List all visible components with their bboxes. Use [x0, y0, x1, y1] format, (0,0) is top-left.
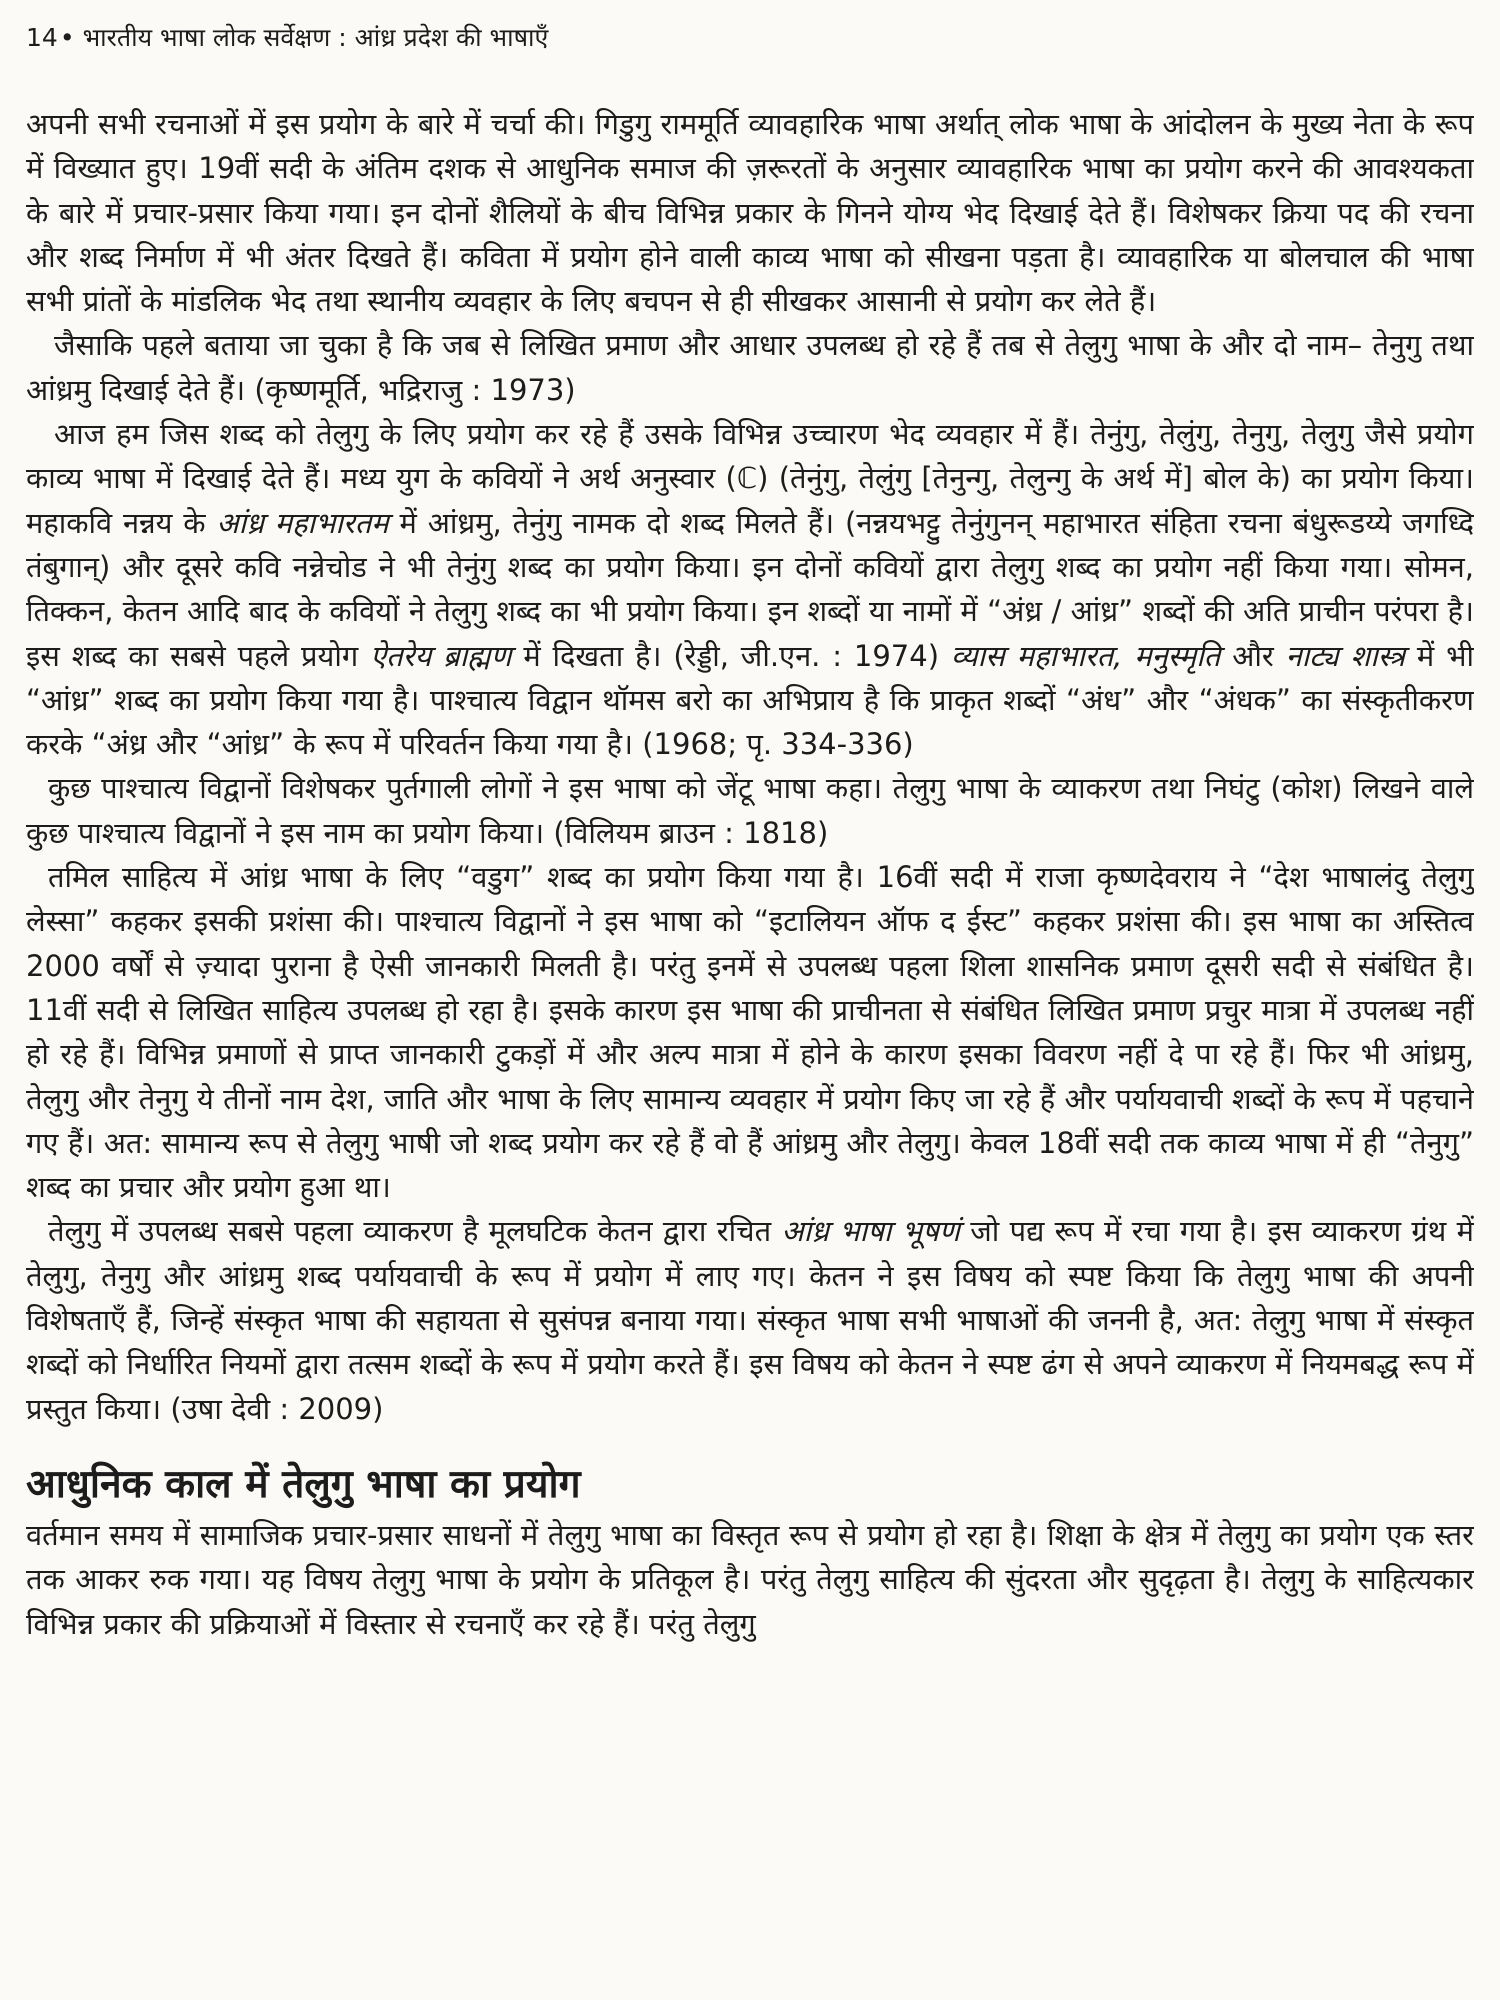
- section-heading: आधुनिक काल में तेलुगु भाषा का प्रयोग: [26, 1461, 581, 1507]
- paragraph: [26, 323, 1474, 412]
- paragraph-text: में दिखता है। (रेड्डी, जी.एन. : 1974): [511, 638, 951, 673]
- header-bullet: •: [59, 23, 75, 52]
- page-number: 14: [26, 23, 58, 52]
- paragraph-text: आज हम जिस शब्द को तेलुगु के लिए प्रयोग कर रहे हैं उसके विभिन्न उच्चारण भेद व्यवहार में हैं। तेनुंगु, तेलुंगु, तेनुगु, तेलुगु जैसे प्रयोग काव्य भाषा में दिखाई देते हैं। मध्य युग के कवियों ने अर्थ अनुस्वार (ℂ) (तेनुंगु, तेलुंगु [तेनुन्गु, तेलुन्गु के अर्थ में] बोल के) का प्रयोग किया। महाकवि नन्नय के: [26, 417, 1474, 540]
- italic-title: ऐतरेय ब्राह्मण: [370, 638, 512, 673]
- paragraph-text: तमिल साहित्य में आंध्र भाषा के लिए “वडुग” शब्द का प्रयोग किया गया है। 16वीं सदी में राजा कृष्णदेवराय ने “देश भाषालंदु तेलुगु लेस्सा” कहकर इसकी प्रशंसा की। पाश्चात्य विद्वानों ने इस भाषा को “इटालियन ऑफ द ईस्ट” कहकर प्रशंसा की। इस भाषा का अस्तित्व 2000 वर्षों से ज़्यादा पुराना है ऐसी जानकारी मिलती है। परंतु इनमें से उपलब्ध पहला शिला शासनिक प्रमाण दूसरी सदी से संबंधित है। 11वीं सदी से लिखित साहित्य उपलब्ध हो रहा है। इसके कारण इस भाषा की प्राचीनता से संबंधित लिखित प्रमाण प्रचुर मात्रा में उपलब्ध नहीं हो रहे हैं। विभिन्न प्रमाणों से प्राप्त जानकारी टुकड़ों में और अल्प मात्रा में होने के कारण इसका विवरण नहीं दे पा रहे हैं। फिर भी आंध्रमु, तेलुगु और तेनुगु ये तीनों नाम देश, जाति और भाषा के लिए सामान्य व्यवहार में प्रयोग किए जा रहे हैं और पर्यायवाची शब्दों के रूप में पहचाने गए हैं। अत: सामान्य रूप से तेलुगु भाषी जो शब्द प्रयोग कर रहे हैं वो हैं आंध्रमु और तेलुगु। केवल 18वीं सदी तक काव्य भाषा में ही “तेनुगु” शब्द का प्रचार और प्रयोग हुआ था।: [26, 860, 1474, 1205]
- running-title: भारतीय भाषा लोक सर्वेक्षण : आंध्र प्रदेश की भाषाएँ: [82, 23, 549, 52]
- paragraph-text: में भी “आंध्र” शब्द का प्रयोग किया गया है। पाश्चात्य विद्वान थॉमस बरो का अभिप्राय है कि प्राकृत शब्दों “अंध” और “अंधक” का संस्कृतीकरण करके “अंध्र और “आंध्र” के रूप में परिवर्तन किया गया है। (1968; पृ. 334-336): [26, 638, 1474, 762]
- paragraph: [26, 766, 1474, 855]
- paragraph-text: तेलुगु में उपलब्ध सबसे पहला व्याकरण है मूलघटिक केतन द्वारा रचित: [48, 1214, 782, 1249]
- italic-title: नाट्य शास्त्र: [1285, 638, 1406, 673]
- body-text: [26, 102, 1474, 1646]
- paragraph-text: अपनी सभी रचनाओं में इस प्रयोग के बारे में चर्चा की। गिडुगु राममूर्ति व्यावहारिक भाषा अर्थात् लोक भाषा के आंदोलन के मुख्य नेता के रूप में विख्यात हुए। 19वीं सदी के अंतिम दशक से आधुनिक समाज की ज़रूरतों के अनुसार व्यावहारिक भाषा का प्रयोग करने की आवश्यकता के बारे में प्रचार-प्रसार किया गया। इन दोनों शैलियों के बीच विभिन्न प्रकार के गिनने योग्य भेद दिखाई देते हैं। विशेषकर क्रिया पद की रचना और शब्द निर्माण में भी अंतर दिखते हैं। कविता में प्रयोग होने वाली काव्य भाषा को सीखना पड़ता है। व्यावहारिक या बोलचाल की भाषा सभी प्रांतों के मांडलिक भेद तथा स्थानीय व्यवहार के लिए बचपन से ही सीखकर आसानी से प्रयोग कर लेते हैं।: [26, 107, 1474, 319]
- paragraph-text: जैसाकि पहले बताया जा चुका है कि जब से लिखित प्रमाण और आधार उपलब्ध हो रहे हैं तब से तेलुगु भाषा के और दो नाम– तेनुगु तथा आंध्रमु दिखाई देते हैं। (कृष्णमूर्ति, भद्रिराजु : 1973): [26, 328, 1474, 407]
- paragraph-text: और: [1220, 638, 1286, 673]
- running-header: [26, 18, 1474, 58]
- paragraph-text: जो पद्य रूप में रचा गया है। इस व्याकरण ग्रंथ में तेलुगु, तेनुगु और आंध्रमु शब्द पर्यायवाची के रूप में प्रयोग में लाए गए। केतन ने इस विषय को स्पष्ट किया कि तेलुगु भाषा की अपनी विशेषताएँ हैं, जिन्हें संस्कृत भाषा की सहायता से सुसंपन्न बनाया गया। संस्कृत भाषा सभी भाषाओं की जननी है, अत: तेलुगु भाषा में संस्कृत शब्दों को निर्धारित नियमों द्वारा तत्सम शब्दों के रूप में प्रयोग करते हैं। इस विषय को केतन ने स्पष्ट ढंग से अपने व्याकरण में नियमबद्ध रूप में प्रस्तुत किया। (उषा देवी : 2009): [26, 1214, 1474, 1426]
- paragraph-text: में आंध्रमु, तेनुंगु नामक दो शब्द मिलते हैं। (नन्नयभट्टु तेनुंगुनन् महाभारत संहिता रचना बंधुरूडय्ये जगध्दि तंबुगान्) और दूसरे कवि नन्नेचोड ने भी तेनुंगु शब्द का प्रयोग किया। इन दोनों कवियों द्वारा तेलुगु शब्द का प्रयोग नहीं किया गया। सोमन, तिक्कन, केतन आदि बाद के कवियों ने तेलुगु शब्द का भी प्रयोग किया। इन शब्दों या नामों में “अंध्र / आंध्र” शब्दों की अति प्राचीन परंपरा है। इस शब्द का सबसे पहले प्रयोग: [26, 505, 1474, 673]
- paragraph-text: कुछ पाश्चात्य विद्वानों विशेषकर पुर्तगाली लोगों ने इस भाषा को जेंटू भाषा कहा। तेलुगु भाषा के व्याकरण तथा निघंटु (कोश) लिखने वाले कुछ पाश्चात्य विद्वानों ने इस नाम का प्रयोग किया। (विलियम ब्राउन : 1818): [26, 771, 1474, 850]
- italic-title: आंध्र महाभारतम: [216, 505, 389, 540]
- section-paragraph: वर्तमान समय में सामाजिक प्रचार-प्रसार साधनों में तेलुगु भाषा का विस्तृत रूप से प्रयोग हो रहा है। शिक्षा के क्षेत्र में तेलुगु का प्रयोग एक स्तर तक आकर रुक गया। यह विषय तेलुगु भाषा के प्रयोग के प्रतिकूल है। परंतु तेलुगु साहित्य की सुंदरता और सुदृढ़ता है। तेलुगु के साहित्यकार विभिन्न प्रकार की प्रक्रियाओं में विस्तार से रचनाएँ कर रहे हैं। परंतु तेलुगु: [26, 1517, 1474, 1641]
- document-page: [26, 18, 1474, 1988]
- paragraph: [26, 1209, 1474, 1430]
- paragraph: [26, 102, 1474, 323]
- paragraph: [26, 855, 1474, 1209]
- italic-title: व्यास महाभारत, मनुस्मृति: [950, 638, 1221, 673]
- italic-title: आंध्र भाषा भूषणं: [781, 1214, 960, 1249]
- paragraph: [26, 412, 1474, 766]
